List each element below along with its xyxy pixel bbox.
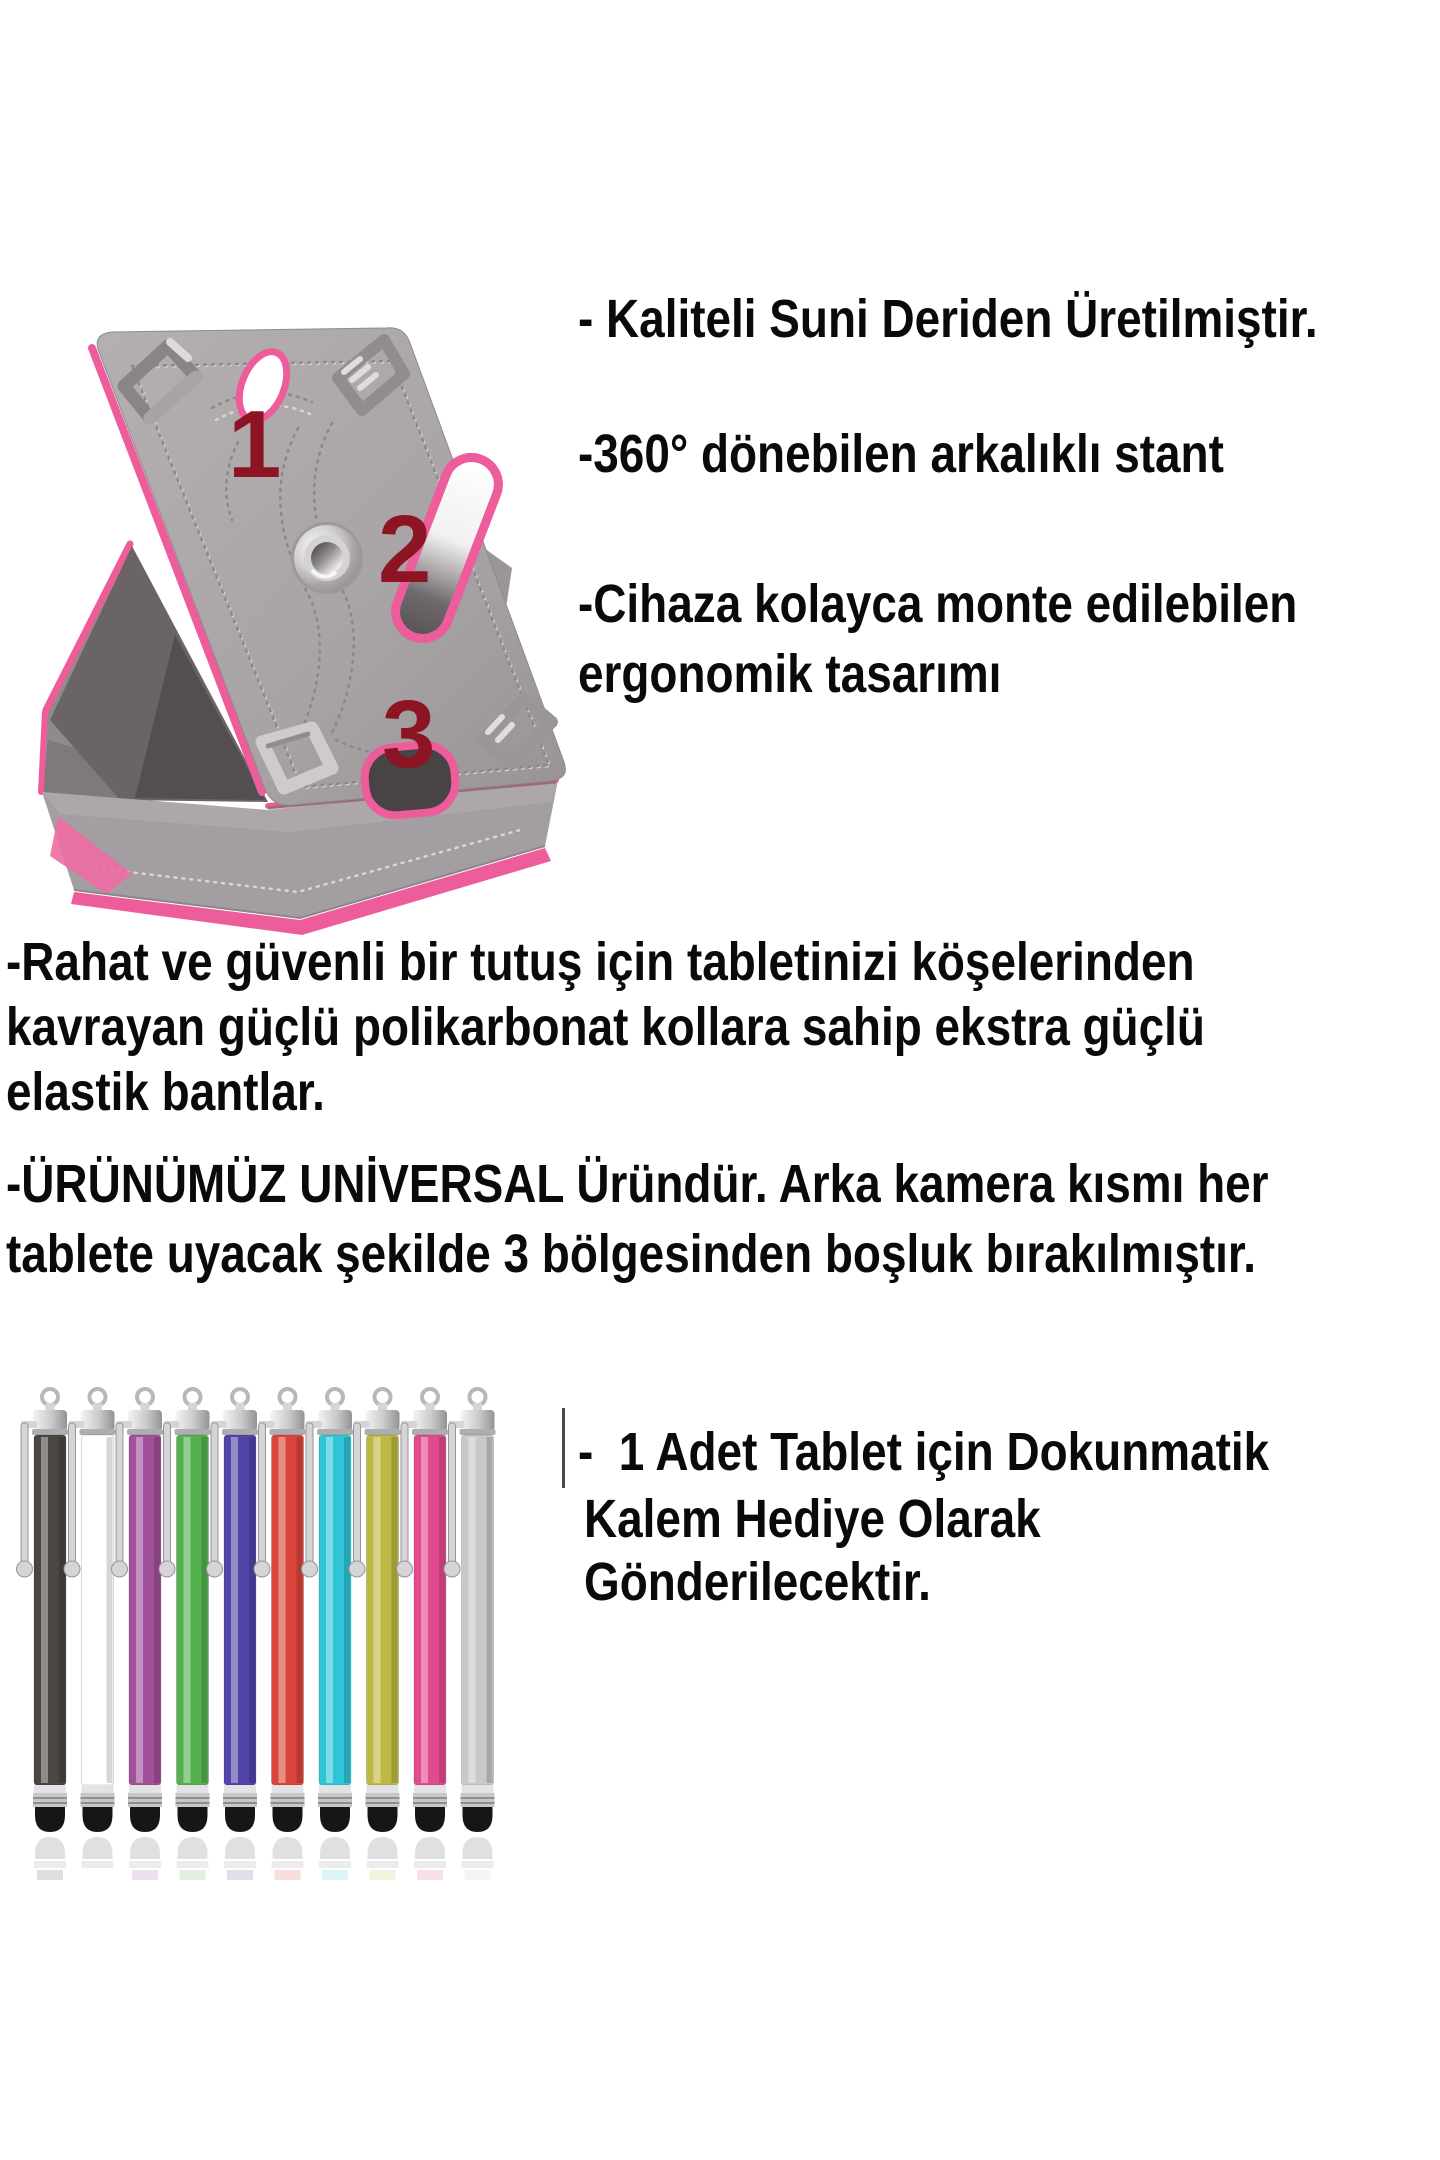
stylus-pen-gold xyxy=(349,1389,401,1880)
pen-reflection xyxy=(414,1837,446,1880)
stylus-pen-red xyxy=(254,1389,306,1880)
stylus-pen-silver xyxy=(444,1389,496,1880)
pen-reflection xyxy=(462,1837,494,1880)
feature-rotation: -360° dönebilen arkalıklı stant xyxy=(578,424,1224,484)
stylus-pen-indigo xyxy=(207,1389,259,1880)
feature-ergonomic-line1: -Cihaza kolayca monte edilebilen xyxy=(578,574,1298,634)
pen-reflection xyxy=(319,1837,351,1880)
stylus-pen-turquoise xyxy=(302,1389,354,1880)
stylus-pen-pink xyxy=(397,1389,449,1880)
rotation-grommet xyxy=(291,522,363,594)
stylus-pen-gunmetal xyxy=(17,1389,69,1880)
feature-material: - Kaliteli Suni Deriden Üretilmiştir. xyxy=(578,289,1318,349)
pen-reflection xyxy=(224,1837,256,1880)
pen-reflection xyxy=(82,1837,114,1880)
pen-reflection xyxy=(177,1837,209,1880)
gift-note-line1: - 1 Adet Tablet için Dokunmatik xyxy=(578,1422,1270,1482)
pen-reflection xyxy=(34,1837,66,1880)
callout-number-2: 2 xyxy=(378,496,432,603)
stylus-pen-white xyxy=(64,1389,116,1880)
paragraph-grip-line2: kavrayan güçlü polikarbonat kollara sahip ekstra güçlü xyxy=(6,997,1205,1057)
stylus-pen-green xyxy=(159,1389,211,1880)
stylus-pen-purple xyxy=(112,1389,164,1880)
pens-image-edge-line xyxy=(562,1408,565,1488)
pen-reflection xyxy=(367,1837,399,1880)
paragraph-universal-line2: tablete uyacak şekilde 3 bölgesinden boşluk bırakılmıştır. xyxy=(6,1224,1256,1284)
gift-note-line3: Gönderilecektir. xyxy=(584,1552,931,1612)
case-photo xyxy=(0,180,620,960)
pen-reflection xyxy=(272,1837,304,1880)
paragraph-universal-line1: -ÜRÜNÜMÜZ UNİVERSAL Üründür. Arka kamera kısmı her xyxy=(6,1154,1269,1214)
paragraph-grip-line3: elastik bantlar. xyxy=(6,1062,325,1122)
gift-note-line2: Kalem Hediye Olarak xyxy=(584,1489,1041,1549)
feature-ergonomic-line2: ergonomik tasarımı xyxy=(578,644,1002,704)
paragraph-grip-line1: -Rahat ve güvenli bir tutuş için tabletinizi köşelerinden xyxy=(6,932,1195,992)
callout-number-1: 1 xyxy=(228,391,282,498)
callout-number-3: 3 xyxy=(382,681,436,788)
pen-reflection xyxy=(129,1837,161,1880)
stylus-pens-photo xyxy=(10,1385,555,1885)
